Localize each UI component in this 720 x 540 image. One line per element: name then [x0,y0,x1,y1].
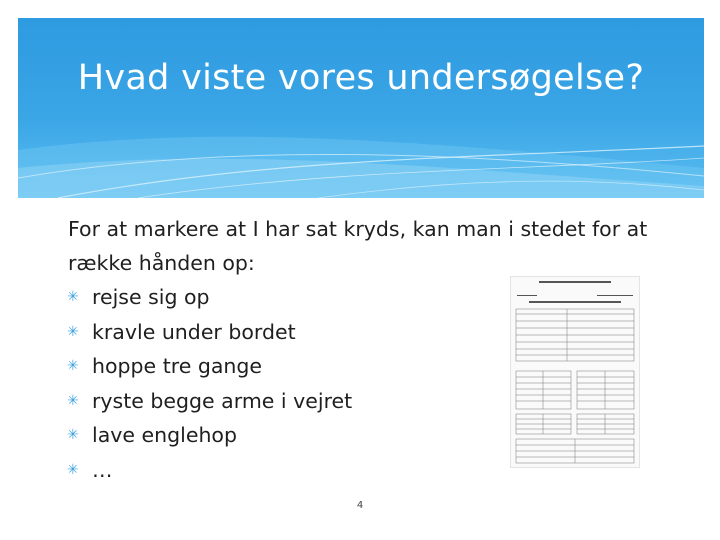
intro-text: For at markere at I har sat kryds, kan man i stedet for at række hånden op: [68,217,648,275]
asterisk-icon: ✳ [67,392,79,409]
page-number: 4 [356,500,364,511]
list-item-label: … [92,457,113,482]
asterisk-icon: ✳ [67,323,79,340]
worksheet-thumbnail [510,276,640,468]
asterisk-icon: ✳ [67,289,79,306]
worksheet-thumbnail-image [511,277,639,467]
banner-wave-decoration [18,18,704,198]
list-item-label: kravle under bordet [92,319,296,344]
list-item-label: hoppe tre gange [92,354,263,379]
list-item-label: lave englehop [92,423,237,448]
title-banner [18,18,704,198]
slide-title: Hvad viste vores undersøgelse? [77,58,645,98]
asterisk-icon: ✳ [67,427,79,444]
asterisk-icon: ✳ [67,461,79,478]
list-item-label: ryste begge arme i vejret [92,388,353,413]
asterisk-icon: ✳ [67,358,79,375]
list-item-label: rejse sig op [92,285,210,310]
